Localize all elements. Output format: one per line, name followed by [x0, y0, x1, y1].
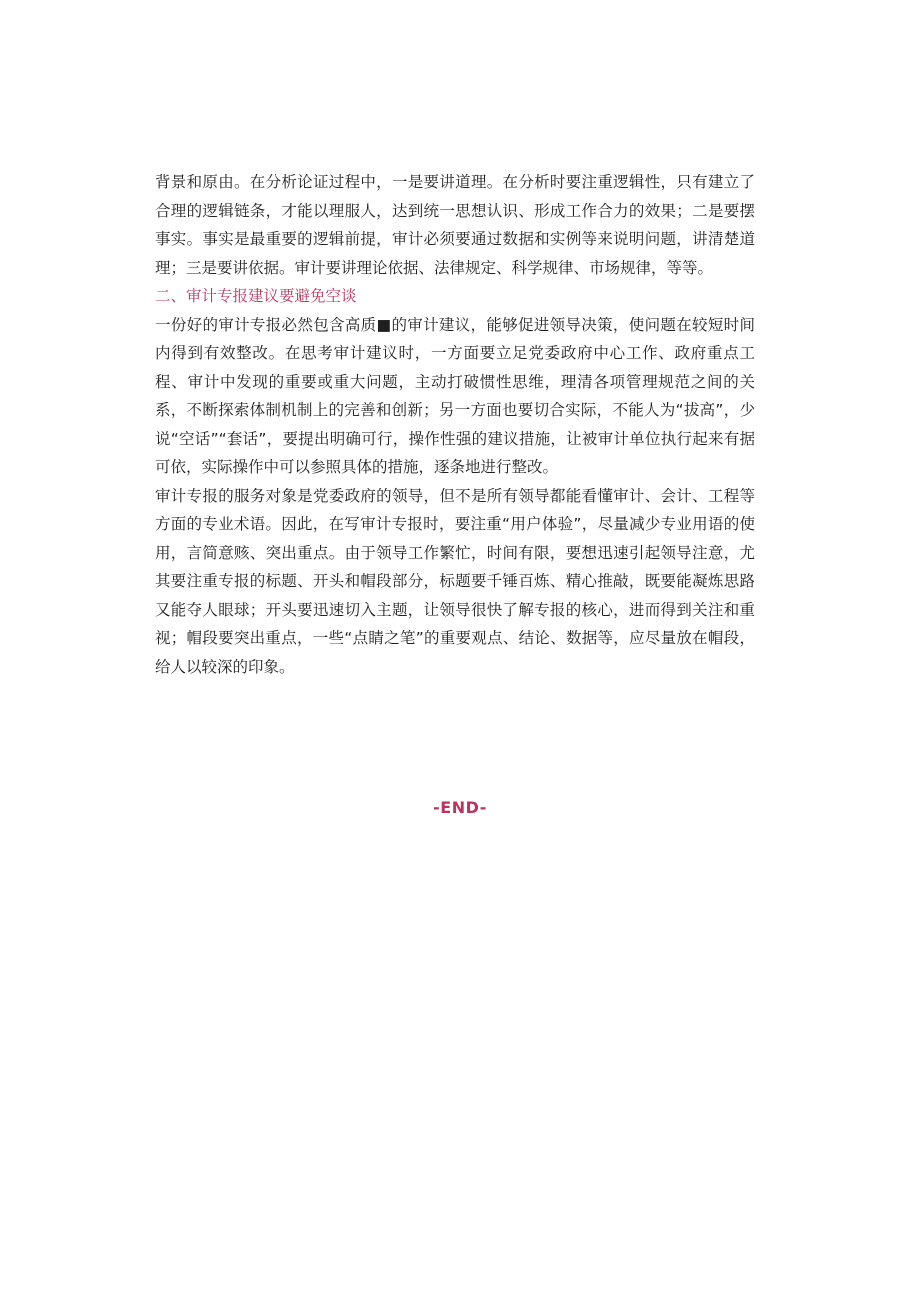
section-heading-2: 二、审计专报建议要避免空谈 [155, 287, 357, 305]
paragraph-background: 背景和原由。在分析论证过程中，一是要讲道理。在分析时要注重逻辑性，只有建立了合理的逻辑链条，才能以理服人，达到统一思想认识、形成工作合力的效果；二是要摆事实。事实是最重要的逻辑前提，审计必须要通过数据和实例等来说明问题，讲清楚道理；三是要讲依据。审计要讲理论依据、法律规定、科学规律、市场规律，等等。 [155, 173, 755, 277]
document-body [155, 168, 755, 681]
paragraph-audit-suggestions: 一份好的审计专报必然包含高质■的审计建议，能够促进领导决策，使问题在较短时间内得到有效整改。在思考审计建议时，一方面要立足党委政府中心工作、政府重点工程、审计中发现的重要或重大问题，主动打破惯性思维，理清各项管理规范之间的关系，不断探索体制机制上的完善和创新；另一方面也要切合实际，不能人为“拔高”，少说“空话”“套话”，要提出明确可行，操作性强的建议措施，让被审计单位执行起来有据可依，实际操作中可以参照具体的措施，逐条地进行整改。 [155, 315, 755, 476]
paragraph-user-experience: 审计专报的服务对象是党委政府的领导，但不是所有领导都能看懂审计、会计、工程等方面的专业术语。因此，在写审计专报时，要注重“用户体验”，尽量减少专业用语的使用，言简意赅、突出重点。由于领导工作繁忙，时间有限，要想迅速引起领导注意，尤其要注重专报的标题、开头和帽段部分，标题要千锤百炼、精心推敲，既要能凝炼思路又能夺人眼球；开头要迅速切入主题，让领导很快了解专报的核心，进而得到关注和重视；帽段要突出重点，一些“点睛之笔”的重要观点、结论、数据等，应尽量放在帽段，给人以较深的印象。 [155, 486, 755, 676]
end-mark: -END- [433, 798, 487, 817]
